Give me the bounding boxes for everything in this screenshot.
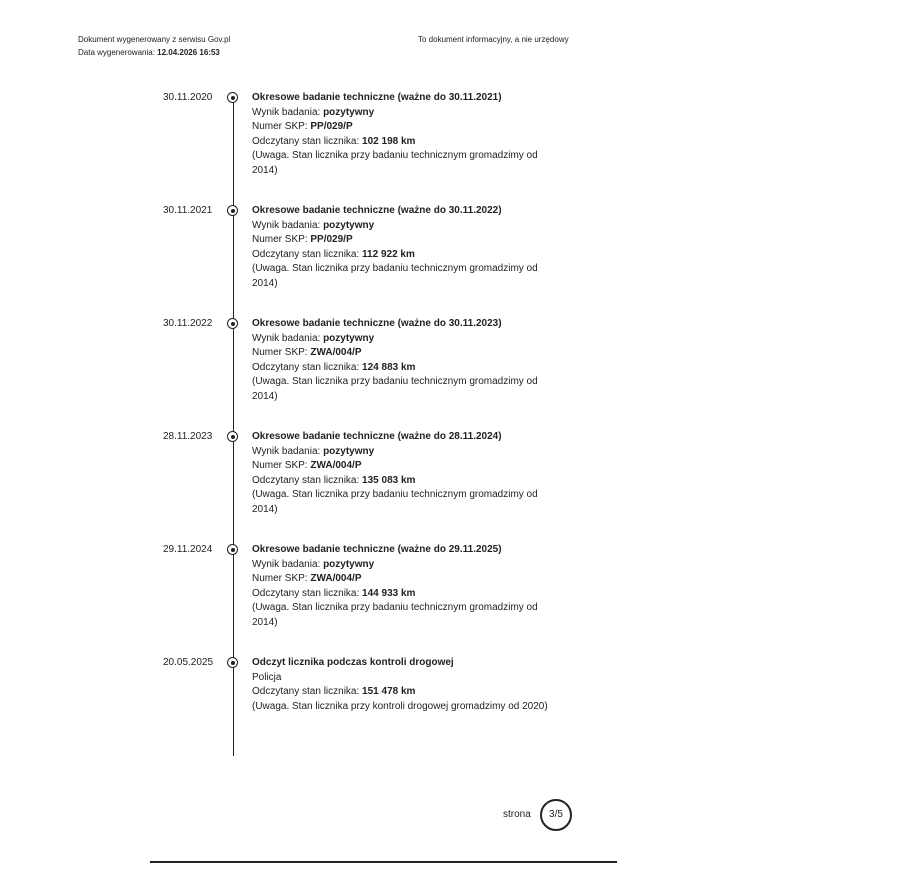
odometer-value: 112 922 km [362,248,415,260]
entry-content [252,91,552,179]
entry-note: (Uwaga. Stan licznika przy badaniu technicznym gromadzimy od 2014) [252,376,538,402]
entry-date: 29.11.2024 [163,544,213,555]
entry-date: 20.05.2025 [163,657,214,668]
entry-title: Okresowe badanie techniczne (ważne do 30.11.2023) [252,318,502,329]
entry-title: Odczyt licznika podczas kontroli drogowej [252,657,454,668]
document-header-left [78,33,230,59]
skp-label: Numer SKP: [252,347,311,359]
odometer-label: Odczytany stan licznika: [252,474,363,486]
skp-label: Numer SKP: [252,121,311,133]
generated-by-text: Dokument wygenerowany z serwisu Gov.pl [78,35,231,44]
entry-title: Okresowe badanie techniczne (ważne do 30.11.2022) [252,205,502,216]
odometer-label: Odczytany stan licznika: [252,361,363,373]
odometer-value: 151 478 km [362,686,416,698]
result-label: Wynik badania: [252,558,324,570]
result-value: pozytywny [323,219,375,231]
informational-note: To dokument informacyjny, a nie urzędowy [418,35,569,44]
odometer-value: 135 083 km [362,474,416,486]
timeline-dot-icon [227,657,238,668]
entry-date: 28.11.2023 [163,431,213,442]
entry-content [252,204,552,292]
entry-title: Okresowe badanie techniczne (ważne do 30.11.2021) [252,92,502,103]
entry-date: 30.11.2020 [163,92,213,103]
bottom-rule [150,861,617,863]
result-label: Wynik badania: [252,219,324,231]
skp-value: ZWA/004/P [310,573,362,585]
entry-source: Policja [252,671,282,683]
entry-title: Okresowe badanie techniczne (ważne do 29.11.2025) [252,544,502,555]
odometer-value: 144 933 km [362,587,416,599]
entry-content [252,430,552,518]
generated-date-label: Data wygenerowania: [78,48,158,57]
page-label: strona [503,809,531,820]
page-number: 3/5 [540,799,572,831]
timeline-dot-icon [227,544,238,555]
entry-content [252,543,552,631]
timeline-dot-icon [227,318,238,329]
timeline-dot-icon [227,205,238,216]
result-value: pozytywny [323,445,375,457]
entry-note: (Uwaga. Stan licznika przy badaniu technicznym gromadzimy od 2014) [252,263,538,289]
result-value: pozytywny [323,332,375,344]
result-label: Wynik badania: [252,106,324,118]
odometer-value: 102 198 km [362,135,416,147]
odometer-label: Odczytany stan licznika: [252,248,363,260]
skp-value: PP/029/P [310,234,353,246]
skp-label: Numer SKP: [252,460,311,472]
skp-label: Numer SKP: [252,573,311,585]
result-label: Wynik badania: [252,445,324,457]
entry-note: (Uwaga. Stan licznika przy kontroli drogowej gromadzimy od 2020) [252,700,548,712]
entry-content [252,317,552,405]
entry-title: Okresowe badanie techniczne (ważne do 28.11.2024) [252,431,502,442]
entry-content [252,656,552,714]
odometer-value: 124 883 km [362,361,416,373]
timeline-dot-icon [227,431,238,442]
entry-note: (Uwaga. Stan licznika przy badaniu technicznym gromadzimy od 2014) [252,489,538,515]
entry-date: 30.11.2022 [163,318,213,329]
generated-date-line [78,46,230,59]
result-value: pozytywny [323,558,375,570]
odometer-label: Odczytany stan licznika: [252,686,363,698]
skp-value: ZWA/004/P [310,347,362,359]
skp-value: PP/029/P [310,121,353,133]
skp-label: Numer SKP: [252,234,311,246]
result-value: pozytywny [323,106,375,118]
odometer-label: Odczytany stan licznika: [252,587,363,599]
odometer-label: Odczytany stan licznika: [252,135,363,147]
entry-note: (Uwaga. Stan licznika przy badaniu technicznym gromadzimy od 2014) [252,602,538,628]
skp-value: ZWA/004/P [310,460,362,472]
entry-note: (Uwaga. Stan licznika przy badaniu technicznym gromadzimy od 2014) [252,150,538,176]
generated-date-value: 12.04.2026 16:53 [157,48,220,57]
timeline-dot-icon [227,92,238,103]
result-label: Wynik badania: [252,332,324,344]
entry-date: 30.11.2021 [163,205,213,216]
